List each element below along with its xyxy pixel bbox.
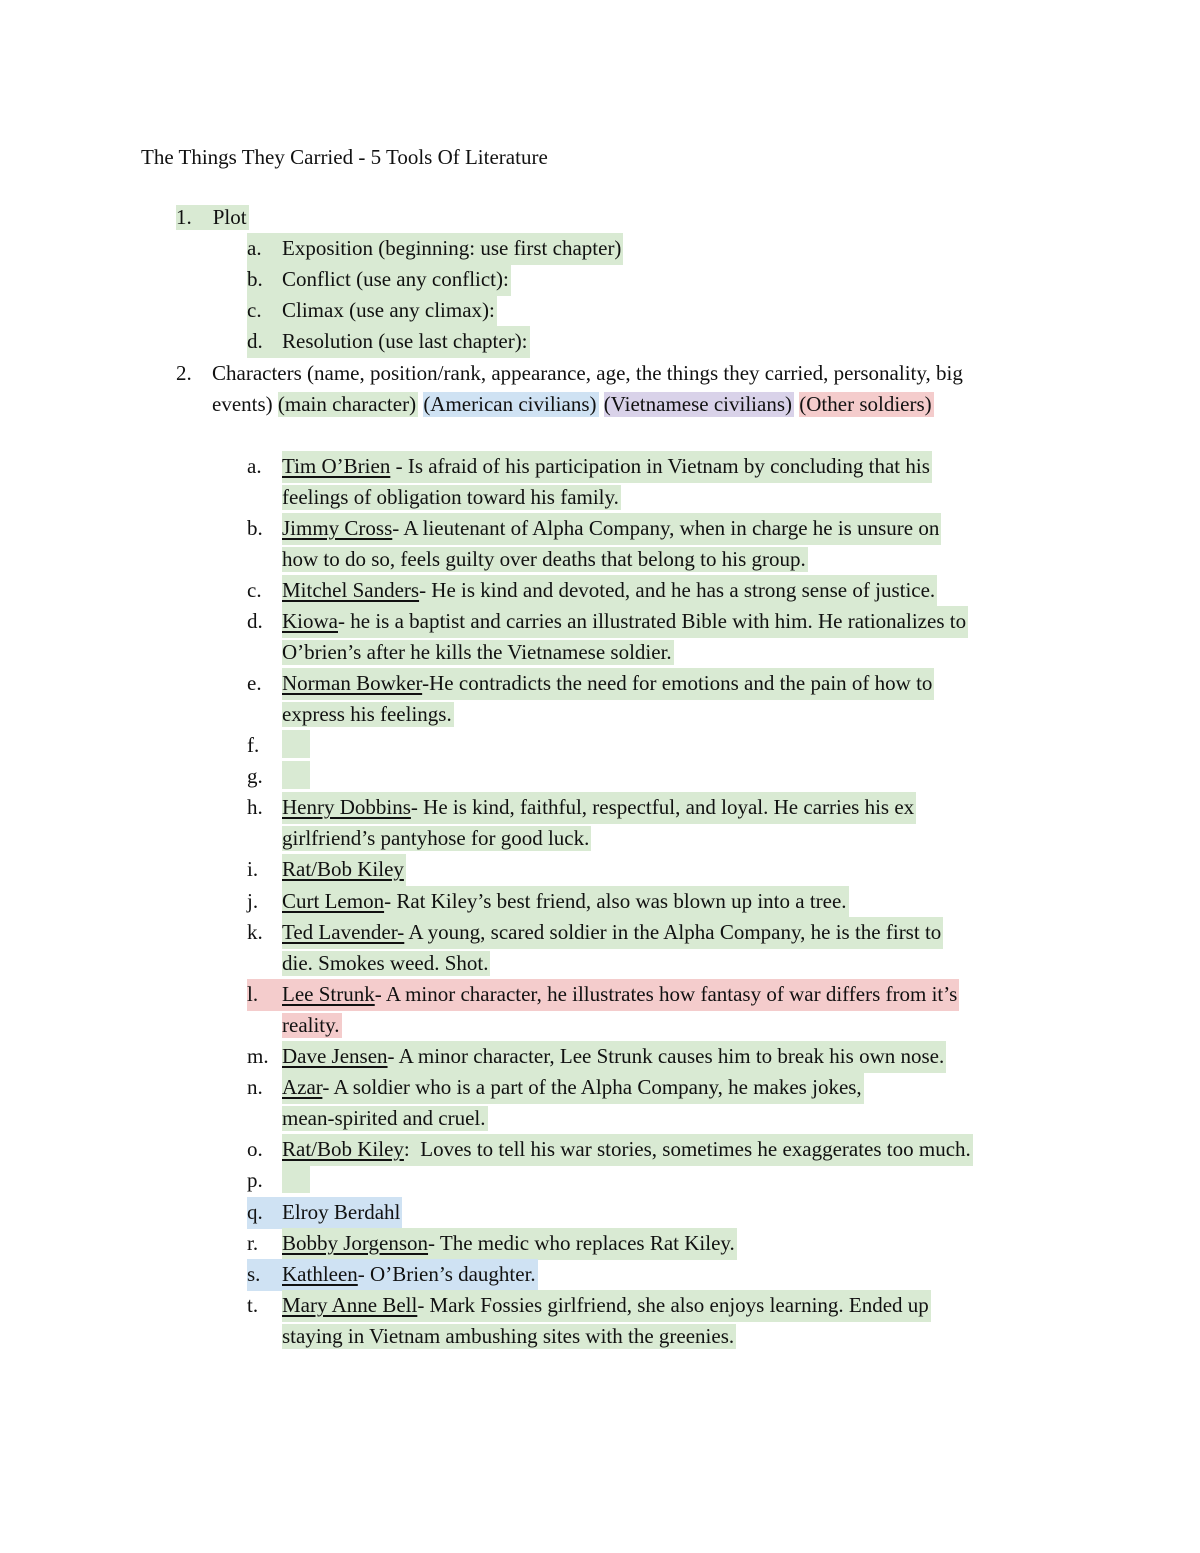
item-marker: b. [247, 516, 263, 540]
characters-description: Characters (name, position/rank, appearance, age, the things they carried, personality, big [212, 361, 963, 385]
legend-other-soldiers: (Other soldiers) [799, 392, 932, 416]
character-item-continuation [282, 699, 454, 730]
document-title: The Things They Carried - 5 Tools Of Literature [141, 145, 548, 169]
character-name: Norman Bowker [282, 671, 423, 695]
character-description: -He contradicts the need for emotions and the pain of how to [422, 671, 933, 695]
character-description: - he is a baptist and carries an illustrated Bible with him. He rationalizes to [338, 609, 967, 633]
characters-description-end: events) [212, 392, 273, 416]
item-text [282, 606, 968, 638]
character-name: Lee Strunk [282, 982, 375, 1006]
character-description: mean-spirited and cruel. [282, 1106, 486, 1130]
item-text [282, 792, 916, 824]
item-text [282, 513, 941, 545]
character-description: - He is kind, faithful, respectful, and loyal. He carries his ex [410, 795, 915, 819]
character-description: - A soldier who is a part of the Alpha Company, he makes jokes, [322, 1075, 862, 1099]
plot-label: Plot [212, 205, 247, 229]
item-marker: d. [247, 609, 263, 633]
character-description: - O’Brien’s daughter. [357, 1262, 536, 1286]
item-text [282, 854, 406, 886]
item-marker: c. [247, 578, 262, 602]
item-text: Climax (use any climax): [282, 295, 497, 327]
item-marker: a. [247, 454, 262, 478]
plot-number-label [176, 205, 249, 230]
character-item-continuation [282, 637, 674, 668]
character-description: reality. [282, 1013, 340, 1037]
item-text [282, 979, 959, 1011]
characters-legend-line [212, 389, 934, 420]
item-text [282, 575, 937, 607]
item-marker: l. [247, 979, 285, 1011]
item-text [282, 730, 310, 761]
item-text [282, 761, 310, 792]
character-description: - Mark Fossies girlfriend, she also enjoys learning. Ended up [417, 1293, 929, 1317]
characters-number: 2. [176, 361, 192, 385]
item-marker: b. [247, 264, 285, 296]
character-name: Kiowa [282, 609, 338, 633]
character-item-continuation [282, 482, 621, 513]
character-name: Curt Lemon [282, 889, 385, 913]
item-text [282, 917, 943, 949]
character-description: staying in Vietnam ambushing sites with the greenies. [282, 1324, 735, 1348]
character-description: girlfriend’s pantyhose for good luck. [282, 826, 590, 850]
item-marker: e. [247, 671, 262, 695]
item-marker: a. [247, 233, 285, 265]
item-text [282, 1165, 310, 1196]
character-name: Mary Anne Bell [282, 1293, 418, 1317]
character-description: - Rat Kiley’s best friend, also was blown up into a tree. [384, 889, 847, 913]
item-text [282, 1228, 737, 1260]
item-marker: p. [247, 1168, 263, 1192]
item-marker: k. [247, 920, 263, 944]
legend-american-civilians: (American civilians) [423, 392, 597, 416]
item-text [282, 451, 932, 483]
empty-highlight [282, 730, 310, 758]
item-marker: f. [247, 733, 260, 757]
item-marker: r. [247, 1231, 259, 1255]
item-marker: i. [247, 857, 259, 881]
empty-highlight [282, 761, 310, 789]
item-marker: c. [247, 295, 285, 327]
character-description: - A minor character, Lee Strunk causes him to break his own nose. [387, 1044, 945, 1068]
character-name: Jimmy Cross [282, 516, 393, 540]
character-item-continuation [282, 544, 808, 575]
item-marker: s. [247, 1259, 285, 1291]
character-item-continuation [282, 1321, 736, 1352]
character-name: Azar [282, 1075, 323, 1099]
item-text: Conflict (use any conflict): [282, 264, 511, 296]
character-name: Ted Lavender- [282, 920, 405, 944]
character-description: express his feelings. [282, 702, 452, 726]
character-name: Rat/Bob Kiley [282, 1137, 404, 1161]
item-marker: d. [247, 326, 285, 358]
character-name: Tim O’Brien [282, 454, 391, 478]
item-marker: q. [247, 1197, 285, 1229]
character-description: - Is afraid of his participation in Vietnam by concluding that his [390, 454, 930, 478]
empty-highlight [282, 1165, 310, 1193]
item-marker: n. [247, 1075, 263, 1099]
character-description: how to do so, feels guilty over deaths that belong to his group. [282, 547, 806, 571]
item-marker: h. [247, 795, 263, 819]
character-item-continuation [282, 1103, 488, 1134]
item-text [282, 1290, 931, 1322]
item-text [282, 1259, 538, 1291]
plot-number: 1. [176, 205, 192, 229]
item-marker: m. [247, 1044, 269, 1068]
character-item-continuation [282, 948, 490, 979]
item-text [282, 668, 934, 700]
character-description: - A minor character, he illustrates how fantasy of war differs from it’s [374, 982, 958, 1006]
character-description: - A lieutenant of Alpha Company, when in charge he is unsure on [392, 516, 940, 540]
item-marker: o. [247, 1137, 263, 1161]
character-item-continuation [282, 823, 591, 854]
character-description: die. Smokes weed. Shot. [282, 951, 489, 975]
item-text [282, 1041, 946, 1073]
character-description: A young, scared soldier in the Alpha Company, he is the first to [404, 920, 942, 944]
item-marker: t. [247, 1293, 259, 1317]
item-text: Exposition (beginning: use first chapter) [282, 233, 623, 265]
legend-main-character: (main character) [277, 392, 417, 416]
character-description: O’brien’s after he kills the Vietnamese soldier. [282, 640, 672, 664]
item-text [282, 886, 849, 918]
character-name: Henry Dobbins [282, 795, 411, 819]
item-text [282, 1134, 973, 1166]
character-description: - The medic who replaces Rat Kiley. [428, 1231, 735, 1255]
item-marker: j. [247, 889, 259, 913]
character-description: : Loves to tell his war stories, sometimes he exaggerates too much. [403, 1137, 971, 1161]
legend-vietnamese-civilians: (Vietnamese civilians) [603, 392, 793, 416]
character-name: Rat/Bob Kiley [282, 857, 404, 881]
character-name: Elroy Berdahl [282, 1197, 402, 1229]
character-item-continuation [282, 1010, 342, 1041]
plot-heading [176, 202, 249, 233]
character-description: - He is kind and devoted, and he has a strong sense of justice. [419, 578, 936, 602]
character-description: feelings of obligation toward his family. [282, 485, 619, 509]
character-name: Bobby Jorgenson [282, 1231, 429, 1255]
item-text [282, 1072, 864, 1104]
character-name: Kathleen [282, 1262, 358, 1286]
item-marker: g. [247, 764, 263, 788]
item-text: Resolution (use last chapter): [282, 326, 530, 358]
character-name: Dave Jensen [282, 1044, 388, 1068]
character-name: Mitchel Sanders [282, 578, 420, 602]
